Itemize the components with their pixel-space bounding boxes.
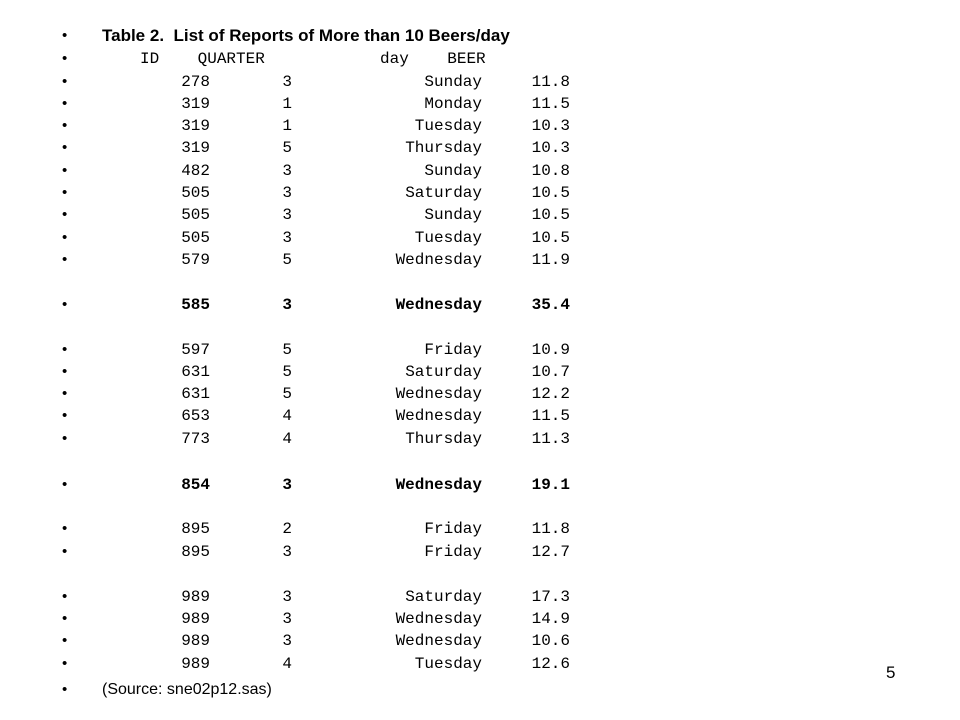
cell-day: Saturday xyxy=(405,184,482,202)
bullet: • xyxy=(62,632,68,649)
title-line xyxy=(0,25,960,47)
cell-day: Wednesday xyxy=(395,476,482,494)
cell-quarter: 3 xyxy=(282,588,292,606)
cell-day: Wednesday xyxy=(395,632,482,650)
table-row xyxy=(0,249,960,271)
bullet: • xyxy=(62,655,68,672)
cell-id: 631 xyxy=(181,363,210,381)
cell-beer: 11.8 xyxy=(531,73,570,91)
cell-day: Friday xyxy=(424,520,482,538)
cell-day: Thursday xyxy=(405,430,482,448)
table-row xyxy=(0,294,960,316)
table-row xyxy=(0,474,960,496)
cell-beer: 10.6 xyxy=(531,632,570,650)
bullet: • xyxy=(62,520,68,537)
cell-id: 631 xyxy=(181,385,210,403)
cell-beer: 11.5 xyxy=(531,407,570,425)
cell-beer: 11.9 xyxy=(531,251,570,269)
bullet: • xyxy=(62,206,68,223)
bullet: • xyxy=(62,407,68,424)
cell-id: 854 xyxy=(181,476,210,494)
cell-quarter: 3 xyxy=(282,73,292,91)
bullet: • xyxy=(62,430,68,447)
cell-beer: 11.3 xyxy=(531,430,570,448)
bullet: • xyxy=(62,117,68,134)
cell-id: 319 xyxy=(181,139,210,157)
table-row xyxy=(0,182,960,204)
cell-day: Tuesday xyxy=(414,655,482,673)
bullet: • xyxy=(62,588,68,605)
table-row xyxy=(0,93,960,115)
cell-day: Wednesday xyxy=(395,251,482,269)
cell-beer: 10.5 xyxy=(531,184,570,202)
cell-beer: 10.8 xyxy=(531,162,570,180)
cell-quarter: 3 xyxy=(282,206,292,224)
bullet: • xyxy=(62,341,68,358)
table-row xyxy=(0,227,960,249)
cell-beer: 19.1 xyxy=(531,476,570,494)
header-line xyxy=(0,48,960,70)
cell-beer: 14.9 xyxy=(531,610,570,628)
cell-quarter: 3 xyxy=(282,229,292,247)
cell-quarter: 4 xyxy=(282,655,292,673)
table-row xyxy=(0,71,960,93)
bullet: • xyxy=(62,681,68,698)
cell-day: Wednesday xyxy=(395,296,482,314)
table-row xyxy=(0,383,960,405)
cell-quarter: 5 xyxy=(282,139,292,157)
cell-quarter: 1 xyxy=(282,95,292,113)
cell-beer: 12.6 xyxy=(531,655,570,673)
bullet: • xyxy=(62,296,68,313)
table-title: Table 2. List of Reports of More than 10 Beers/day xyxy=(102,26,510,45)
cell-quarter: 1 xyxy=(282,117,292,135)
table-row xyxy=(0,653,960,675)
cell-id: 505 xyxy=(181,184,210,202)
cell-id: 895 xyxy=(181,543,210,561)
bullet: • xyxy=(62,162,68,179)
cell-id: 773 xyxy=(181,430,210,448)
cell-day: Friday xyxy=(424,341,482,359)
cell-quarter: 3 xyxy=(282,476,292,494)
cell-quarter: 2 xyxy=(282,520,292,538)
cell-quarter: 5 xyxy=(282,363,292,381)
bullet: • xyxy=(62,73,68,90)
table-row xyxy=(0,204,960,226)
page-number: 5 xyxy=(886,663,896,682)
bullet: • xyxy=(62,476,68,493)
column-headers: ID QUARTER day BEER xyxy=(140,50,486,68)
cell-id: 579 xyxy=(181,251,210,269)
cell-day: Wednesday xyxy=(395,407,482,425)
cell-id: 505 xyxy=(181,229,210,247)
table-row xyxy=(0,608,960,630)
cell-quarter: 3 xyxy=(282,632,292,650)
cell-quarter: 5 xyxy=(282,251,292,269)
cell-id: 319 xyxy=(181,95,210,113)
cell-day: Saturday xyxy=(405,588,482,606)
cell-beer: 10.5 xyxy=(531,229,570,247)
cell-id: 989 xyxy=(181,588,210,606)
cell-quarter: 4 xyxy=(282,407,292,425)
bullet: • xyxy=(62,95,68,112)
bullet: • xyxy=(62,139,68,156)
bullet: • xyxy=(62,27,68,44)
cell-beer: 12.7 xyxy=(531,543,570,561)
cell-beer: 10.7 xyxy=(531,363,570,381)
table-row xyxy=(0,428,960,450)
cell-beer: 10.9 xyxy=(531,341,570,359)
cell-id: 989 xyxy=(181,632,210,650)
source-note: (Source: sne02p12.sas) xyxy=(102,681,272,698)
table-row xyxy=(0,405,960,427)
table-row xyxy=(0,630,960,652)
table-row xyxy=(0,137,960,159)
cell-beer: 10.3 xyxy=(531,139,570,157)
cell-id: 505 xyxy=(181,206,210,224)
cell-quarter: 4 xyxy=(282,430,292,448)
cell-beer: 11.5 xyxy=(531,95,570,113)
cell-quarter: 5 xyxy=(282,341,292,359)
cell-day: Wednesday xyxy=(395,385,482,403)
bullet: • xyxy=(62,251,68,268)
cell-id: 895 xyxy=(181,520,210,538)
cell-day: Friday xyxy=(424,543,482,561)
bullet: • xyxy=(62,543,68,560)
cell-day: Sunday xyxy=(424,73,482,91)
bullet: • xyxy=(62,610,68,627)
cell-id: 989 xyxy=(181,610,210,628)
cell-quarter: 3 xyxy=(282,543,292,561)
cell-beer: 10.3 xyxy=(531,117,570,135)
cell-id: 989 xyxy=(181,655,210,673)
cell-id: 482 xyxy=(181,162,210,180)
cell-quarter: 5 xyxy=(282,385,292,403)
table-row xyxy=(0,541,960,563)
cell-day: Monday xyxy=(424,95,482,113)
cell-id: 597 xyxy=(181,341,210,359)
cell-beer: 11.8 xyxy=(531,520,570,538)
bullet: • xyxy=(62,184,68,201)
table-row xyxy=(0,115,960,137)
cell-day: Sunday xyxy=(424,206,482,224)
table-row xyxy=(0,518,960,540)
cell-id: 278 xyxy=(181,73,210,91)
bullet: • xyxy=(62,385,68,402)
cell-day: Thursday xyxy=(405,139,482,157)
table-row xyxy=(0,339,960,361)
bullet: • xyxy=(62,363,68,380)
cell-quarter: 3 xyxy=(282,610,292,628)
cell-beer: 35.4 xyxy=(531,296,570,314)
cell-day: Saturday xyxy=(405,363,482,381)
table-row xyxy=(0,160,960,182)
cell-quarter: 3 xyxy=(282,184,292,202)
cell-beer: 17.3 xyxy=(531,588,570,606)
cell-id: 319 xyxy=(181,117,210,135)
cell-day: Tuesday xyxy=(414,229,482,247)
table-row xyxy=(0,361,960,383)
cell-id: 585 xyxy=(181,296,210,314)
cell-day: Tuesday xyxy=(414,117,482,135)
cell-day: Sunday xyxy=(424,162,482,180)
cell-beer: 12.2 xyxy=(531,385,570,403)
cell-id: 653 xyxy=(181,407,210,425)
table-row xyxy=(0,586,960,608)
cell-beer: 10.5 xyxy=(531,206,570,224)
cell-quarter: 3 xyxy=(282,296,292,314)
bullet: • xyxy=(62,50,68,67)
bullet: • xyxy=(62,229,68,246)
cell-quarter: 3 xyxy=(282,162,292,180)
source-line xyxy=(0,679,960,701)
cell-day: Wednesday xyxy=(395,610,482,628)
